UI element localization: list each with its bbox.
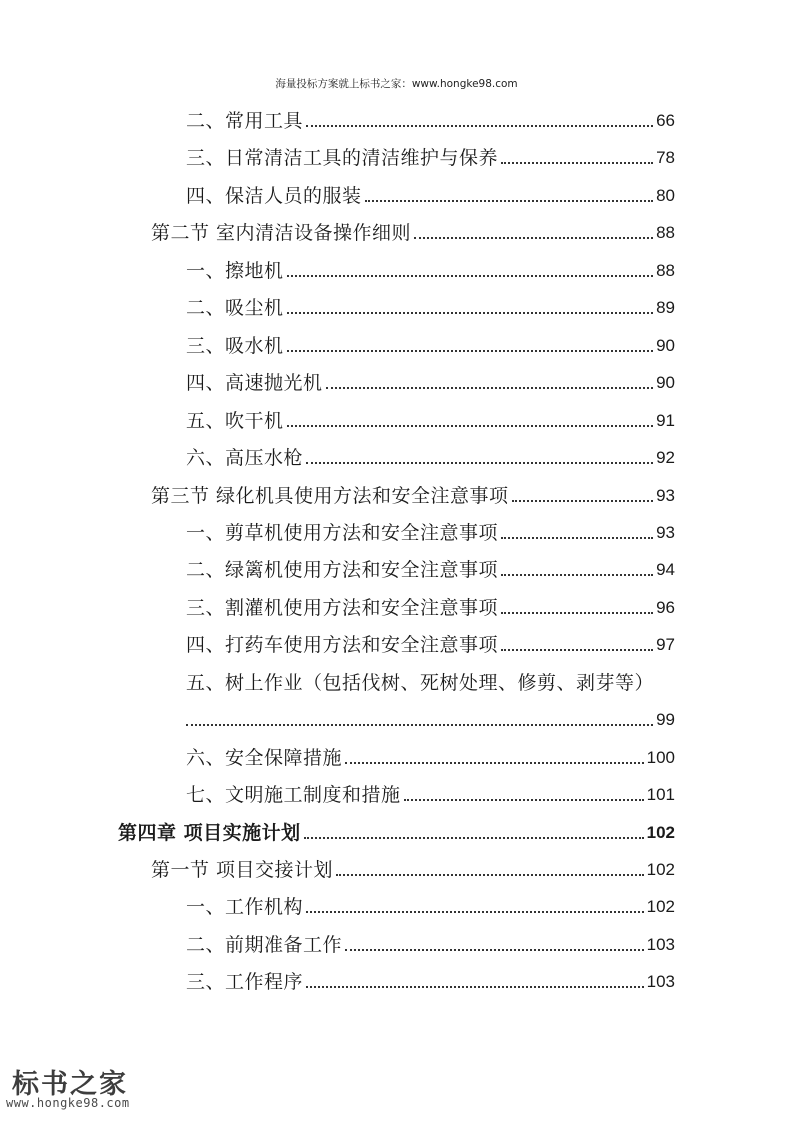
watermark-url: www.hongke98.com <box>6 1096 130 1110</box>
toc-entry-title: 三、割灌机使用方法和安全注意事项 <box>186 596 499 619</box>
toc-page-number: 103 <box>646 934 675 954</box>
toc-dot-leader <box>306 125 653 127</box>
toc-page-number: 100 <box>646 747 675 767</box>
toc-dot-leader <box>404 799 644 801</box>
toc-entry-title: 二、吸尘机 <box>186 297 284 320</box>
toc-entry-title: 六、安全保障措施 <box>186 746 343 769</box>
toc-entry[interactable] <box>186 665 675 695</box>
toc-entry[interactable] <box>186 627 675 657</box>
toc-dot-leader <box>501 162 653 164</box>
toc-entry[interactable] <box>186 103 675 133</box>
toc-entry-title: 第一节 项目交接计划 <box>151 859 334 881</box>
toc-entry-title: 四、保洁人员的服装 <box>186 184 362 207</box>
toc-page-number: 89 <box>656 298 675 318</box>
toc-page-number: 66 <box>656 111 675 130</box>
toc-dot-leader <box>306 986 644 988</box>
toc-dot-leader <box>501 612 653 614</box>
toc-entry[interactable] <box>186 178 675 208</box>
toc-page-number: 80 <box>656 185 675 205</box>
toc-dot-leader <box>326 387 654 389</box>
toc-entry[interactable] <box>186 403 675 433</box>
toc-page-number: 93 <box>656 485 675 505</box>
toc-entry-title: 三、工作程序 <box>186 971 304 994</box>
toc-entry-title: 第三节 绿化机具使用方法和安全注意事项 <box>151 484 509 507</box>
toc-page-number: 103 <box>646 972 675 992</box>
toc-dot-leader <box>365 200 654 202</box>
toc-page-number: 90 <box>656 373 675 393</box>
toc-page-number: 88 <box>656 223 675 243</box>
toc-entry-title: 五、树上作业（包括伐树、死树处理、修剪、剥芽等） <box>186 671 655 694</box>
toc-entry-title: 一、工作机构 <box>186 896 304 919</box>
watermark-logo <box>4 1062 164 1112</box>
toc-entry-title: 一、擦地机 <box>186 259 284 282</box>
toc-page-number: 91 <box>656 410 675 430</box>
toc-entry[interactable] <box>186 140 675 170</box>
toc-entry-title: 第二节 室内清洁设备操作细则 <box>151 222 412 245</box>
toc-entry-title: 一、剪草机使用方法和安全注意事项 <box>186 521 499 544</box>
page-header: 海量投标方案就上标书之家：www.hongke98.com <box>275 78 518 90</box>
toc-page-number: 97 <box>656 635 675 655</box>
toc-dot-leader <box>287 350 654 352</box>
toc-page-number: 102 <box>646 897 675 917</box>
toc-page-number: 88 <box>656 260 675 280</box>
toc-entry[interactable] <box>186 702 675 732</box>
toc-dot-leader <box>287 425 654 427</box>
toc-page-number: 90 <box>656 335 675 355</box>
toc-page-number: 96 <box>656 597 675 617</box>
toc-entry[interactable] <box>186 290 675 320</box>
toc-dot-leader <box>306 462 653 464</box>
toc-dot-leader <box>512 500 654 502</box>
toc-dot-leader <box>345 949 644 951</box>
toc-dot-leader <box>501 537 653 539</box>
toc-dot-leader <box>287 275 654 277</box>
toc-entry-title: 第四章 项目实施计划 <box>118 821 301 844</box>
toc-entry[interactable] <box>186 964 675 994</box>
toc-entry[interactable] <box>186 740 675 770</box>
toc-page-number: 102 <box>646 860 675 879</box>
toc-entry-title: 二、常用工具 <box>186 110 304 132</box>
toc-page-number: 78 <box>656 148 675 168</box>
toc-entry[interactable] <box>186 515 675 545</box>
toc-entry-title: 二、绿篱机使用方法和安全注意事项 <box>186 559 499 582</box>
toc-dot-leader <box>186 724 653 726</box>
toc-entry-title: 六、高压水枪 <box>186 447 304 470</box>
toc-page-number: 92 <box>656 448 675 468</box>
toc-entry[interactable] <box>151 852 675 882</box>
toc-dot-leader <box>287 312 654 314</box>
toc-dot-leader <box>414 237 653 239</box>
toc-entry-title: 二、前期准备工作 <box>186 933 343 956</box>
toc-page-number: 101 <box>646 785 675 805</box>
toc-dot-leader <box>304 837 644 839</box>
watermark-title: 标书之家 <box>12 1069 128 1100</box>
toc-entry[interactable] <box>151 478 675 508</box>
toc-dot-leader <box>306 911 644 913</box>
toc-entry[interactable] <box>186 365 675 395</box>
toc-entry-title: 四、打药车使用方法和安全注意事项 <box>186 634 499 657</box>
toc-entry[interactable] <box>186 440 675 470</box>
toc-entry[interactable] <box>151 215 675 245</box>
toc-entry-title: 三、吸水机 <box>186 334 284 357</box>
toc-entry[interactable] <box>186 253 675 283</box>
toc-entry[interactable] <box>186 777 675 807</box>
toc-page-number: 94 <box>656 560 675 580</box>
toc-entry[interactable] <box>118 815 675 845</box>
toc-page-number: 102 <box>646 822 675 842</box>
toc-entry[interactable] <box>186 927 675 957</box>
toc-entry-title: 四、高速抛光机 <box>186 372 323 395</box>
toc-entry[interactable] <box>186 552 675 582</box>
toc-dot-leader <box>501 574 653 576</box>
toc-entry[interactable] <box>186 328 675 358</box>
toc-dot-leader <box>501 649 653 651</box>
toc-entry[interactable] <box>186 590 675 620</box>
toc-entry-title: 三、日常清洁工具的清洁维护与保养 <box>186 147 499 170</box>
toc-dot-leader <box>336 874 644 876</box>
toc-dot-leader <box>345 762 644 764</box>
toc-entry-title: 五、吹干机 <box>186 409 284 432</box>
toc-page-number: 93 <box>656 522 675 542</box>
toc-entry[interactable] <box>186 889 675 919</box>
toc-page-number: 99 <box>656 710 675 730</box>
toc-entry-title: 七、文明施工制度和措施 <box>186 784 401 807</box>
